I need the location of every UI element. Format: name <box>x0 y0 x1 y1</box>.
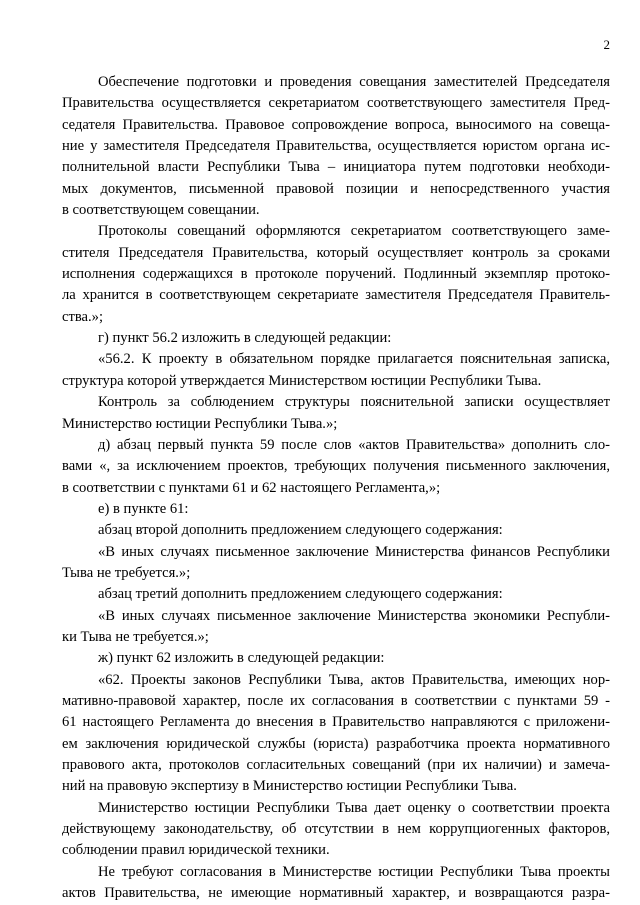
text-line: Тыва не требуется.»; <box>62 564 191 581</box>
text-line: Контроль за соблюдением структуры пояснительной записки осуществляет <box>98 394 610 411</box>
text-line: исполнения содержащихся в протоколе поручений. Подлинный экземпляр протоко- <box>62 266 610 283</box>
text-line: абзац третий дополнить предложением следующего содержания: <box>98 586 503 603</box>
text-line: мативно-правовой характер, после их согласования в соответствии с пунктами 59 - <box>62 692 610 709</box>
text-line: ж) пункт 62 изложить в следующей редакции: <box>98 650 385 667</box>
text-line: ства.»; <box>62 308 104 325</box>
text-line: соблюдении правил юридической техники. <box>62 842 330 859</box>
text-line: ние у заместителя Председателя Правительства, осуществляется юристом органа ис- <box>62 138 610 155</box>
text-line: абзац второй дополнить предложением следующего содержания: <box>98 522 503 539</box>
text-line: 61 настоящего Регламента до внесения в Правительство направляются с приложени- <box>62 714 610 731</box>
text-line: действующему законодательству, об отсутствии в нем коррупциогенных факторов, <box>62 821 610 838</box>
text-line: г) пункт 56.2 изложить в следующей редакции: <box>98 330 392 347</box>
text-line: «В иных случаях письменное заключение Министерства финансов Республики <box>98 543 610 560</box>
text-line: Правительства осуществляется секретариатом соответствующего заместителя Пред- <box>62 95 610 112</box>
text-line: в соответствии с пунктами 61 и 62 настоящего Регламента,»; <box>62 479 441 496</box>
text-line: е) в пункте 61: <box>98 500 189 517</box>
text-line: правового акта, протоколов согласительных совещаний (при их наличии) и замеча- <box>62 757 610 773</box>
text-line: Обеспечение подготовки и проведения совещания заместителей Председателя <box>98 74 610 90</box>
text-line: д) абзац первый пункта 59 после слов «актов Правительства» дополнить сло- <box>98 436 610 453</box>
text-line: седателя Правительства. Правовое сопровождение вопроса, выносимого на совеща- <box>62 116 610 133</box>
text-line: структура которой утверждается Министерством юстиции Республики Тыва. <box>62 372 542 389</box>
document-body <box>62 72 610 904</box>
text-line: в соответствующем совещании. <box>62 202 260 219</box>
text-line: Не требуют согласования в Министерстве юстиции Республики Тыва проекты <box>98 863 610 880</box>
text-line: «В иных случаях письменное заключение Министерства экономики Республи- <box>98 607 610 624</box>
text-line: стителя Председателя Правительства, который осуществляет контроль за сроками <box>62 244 610 261</box>
text-line: полнительной власти Республики Тыва – инициатора путем подготовки необходи- <box>62 159 610 176</box>
text-line: актов Правительства, не имеющие нормативный характер, и возвращаются разра- <box>62 885 610 902</box>
text-line: «62. Проекты законов Республики Тыва, актов Правительства, имеющих нор- <box>98 671 610 688</box>
text-line: вами «, за исключением проектов, требующих получения письменного заключения, <box>62 458 610 475</box>
page-number: 2 <box>603 37 610 52</box>
text-line: Министерство юстиции Республики Тыва.»; <box>62 415 338 432</box>
text-line: мых документов, письменной правовой позиции и непосредственного участия <box>62 180 610 197</box>
text-line: ки Тыва не требуется.»; <box>62 628 209 645</box>
text-line: ний на правовую экспертизу в Министерство юстиции Республики Тыва. <box>62 778 517 795</box>
text-line: Протоколы совещаний оформляются секретариатом соответствующего заме- <box>98 223 610 240</box>
text-line: ла хранится в соответствующем секретариате заместителя Председателя Правитель- <box>62 287 610 304</box>
text-line: «56.2. К проекту в обязательном порядке прилагается пояснительная записка, <box>98 351 610 368</box>
text-line: ем заключения юридической службы (юриста) разработчика проекта нормативного <box>62 735 610 752</box>
text-line: Министерство юстиции Республики Тыва дает оценку о соответствии проекта <box>98 799 610 816</box>
